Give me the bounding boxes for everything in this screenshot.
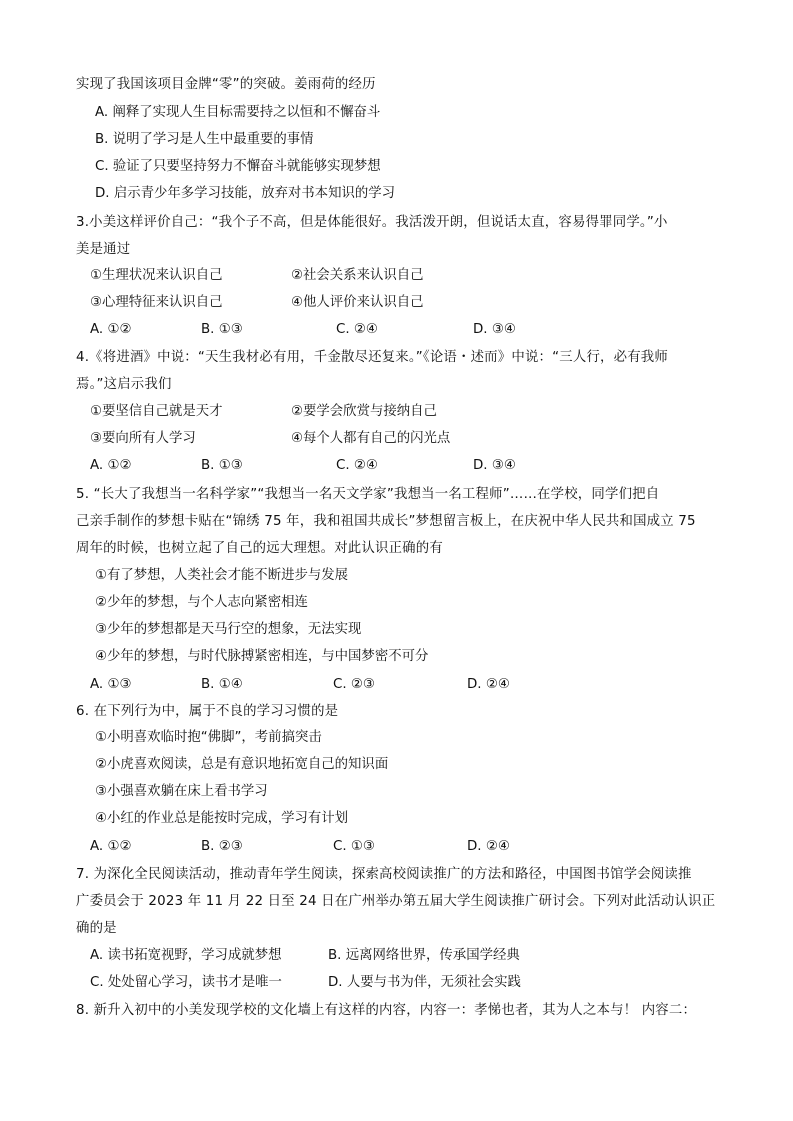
q2-option-b: B. 说明了学习是人生中最重要的事情 <box>95 132 314 147</box>
q5-option-d: D. ②④ <box>467 677 510 692</box>
q3-option-a: A. ①② <box>90 322 132 337</box>
question-2-tail: 实现了我国该项目金牌“零”的突破。姜雨荷的经历 <box>76 77 376 92</box>
q4-item-4: ④每个人都有自己的闪光点 <box>291 431 451 446</box>
q4-option-d: D. ③④ <box>473 458 516 473</box>
question-6-stem: 6. 在下列行为中，属于不良的学习习惯的是 <box>76 704 339 719</box>
q3-option-d: D. ③④ <box>473 322 516 337</box>
question-5-stem-line3: 周年的时候，也树立起了自己的远大理想。对此认识正确的有 <box>76 541 443 556</box>
q5-option-c: C. ②③ <box>333 677 375 692</box>
q5-option-a: A. ①③ <box>90 677 132 692</box>
q6-option-d: D. ②④ <box>467 839 510 854</box>
q6-item-1: ①小明喜欢临时抱“佛脚”，考前搞突击 <box>95 730 322 745</box>
question-7-stem-line2: 广委员会于 2023 年 11 月 22 日至 24 日在广州举办第五届大学生阅读推广研讨会。下列对此活动认识正 <box>76 894 716 909</box>
q5-item-2: ②少年的梦想，与个人志向紧密相连 <box>95 595 308 610</box>
q5-item-3: ③少年的梦想都是天马行空的想象，无法实现 <box>95 622 362 637</box>
q3-option-b: B. ①③ <box>201 322 243 337</box>
q2-option-d: D. 启示青少年多学习技能，放弃对书本知识的学习 <box>95 186 396 201</box>
question-5-stem-line1: 5. “长大了我想当一名科学家”“我想当一名天文学家”我想当一名工程师”……在学校，同学们把自 <box>76 487 660 502</box>
question-4-stem-line2: 焉。”这启示我们 <box>76 377 172 392</box>
question-3-stem-line2: 美是通过 <box>76 242 131 257</box>
q5-item-4: ④少年的梦想，与时代脉搏紧密相连，与中国梦密不可分 <box>95 649 429 664</box>
q4-item-1: ①要坚信自己就是天才 <box>90 404 223 419</box>
q4-item-3: ③要向所有人学习 <box>90 431 196 446</box>
question-5-stem-line2: 己亲手制作的梦想卡贴在“锦绣 75 年，我和祖国共成长”梦想留言板上，在庆祝中华人民共和国成立 75 <box>76 514 696 529</box>
q3-item-1: ①生理状况来认识自己 <box>90 268 223 283</box>
q3-option-c: C. ②④ <box>336 322 378 337</box>
q7-option-d: D. 人要与书为伴，无须社会实践 <box>328 975 521 990</box>
q3-item-3: ③心理特征来认识自己 <box>90 295 223 310</box>
q6-item-4: ④小红的作业总是能按时完成，学习有计划 <box>95 811 349 826</box>
question-3-stem-line1: 3.小美这样评价自己：“我个子不高，但是体能很好。我活泼开朗，但说话太直，容易得罪同学。”小 <box>76 215 668 230</box>
q4-option-b: B. ①③ <box>201 458 243 473</box>
q6-item-3: ③小强喜欢躺在床上看书学习 <box>95 784 268 799</box>
q6-option-c: C. ①③ <box>333 839 375 854</box>
q6-option-b: B. ②③ <box>201 839 243 854</box>
q2-option-c: C. 验证了只要坚持努力不懈奋斗就能够实现梦想 <box>95 159 381 174</box>
q7-option-c: C. 处处留心学习，读书才是唯一 <box>90 975 282 990</box>
q4-option-c: C. ②④ <box>336 458 378 473</box>
q4-option-a: A. ①② <box>90 458 132 473</box>
question-4-stem-line1: 4.《将进酒》中说：“天生我材必有用，千金散尽还复来。”《论语・述而》中说：“三人行，必有我师 <box>76 350 668 365</box>
q7-option-a: A. 读书拓宽视野，学习成就梦想 <box>90 948 282 963</box>
q3-item-4: ④他人评价来认识自己 <box>291 295 424 310</box>
question-8-stem-line1: 8. 新升入初中的小美发现学校的文化墙上有这样的内容，内容一：孝悌也者，其为人之本与！ 内容二： <box>76 1003 697 1018</box>
q6-item-2: ②小虎喜欢阅读，总是有意识地拓宽自己的知识面 <box>95 757 389 772</box>
question-7-stem-line1: 7. 为深化全民阅读活动，推动青年学生阅读，探索高校阅读推广的方法和路径，中国图书馆学会阅读推 <box>76 867 692 882</box>
q5-option-b: B. ①④ <box>201 677 243 692</box>
q6-option-a: A. ①② <box>90 839 132 854</box>
q3-item-2: ②社会关系来认识自己 <box>291 268 424 283</box>
q2-option-a: A. 阐释了实现人生目标需要持之以恒和不懈奋斗 <box>95 105 381 120</box>
q7-option-b: B. 远离网络世界，传承国学经典 <box>328 948 520 963</box>
q5-item-1: ①有了梦想，人类社会才能不断进步与发展 <box>95 568 349 583</box>
question-7-stem-line3: 确的是 <box>76 921 117 936</box>
q4-item-2: ②要学会欣赏与接纳自己 <box>291 404 437 419</box>
